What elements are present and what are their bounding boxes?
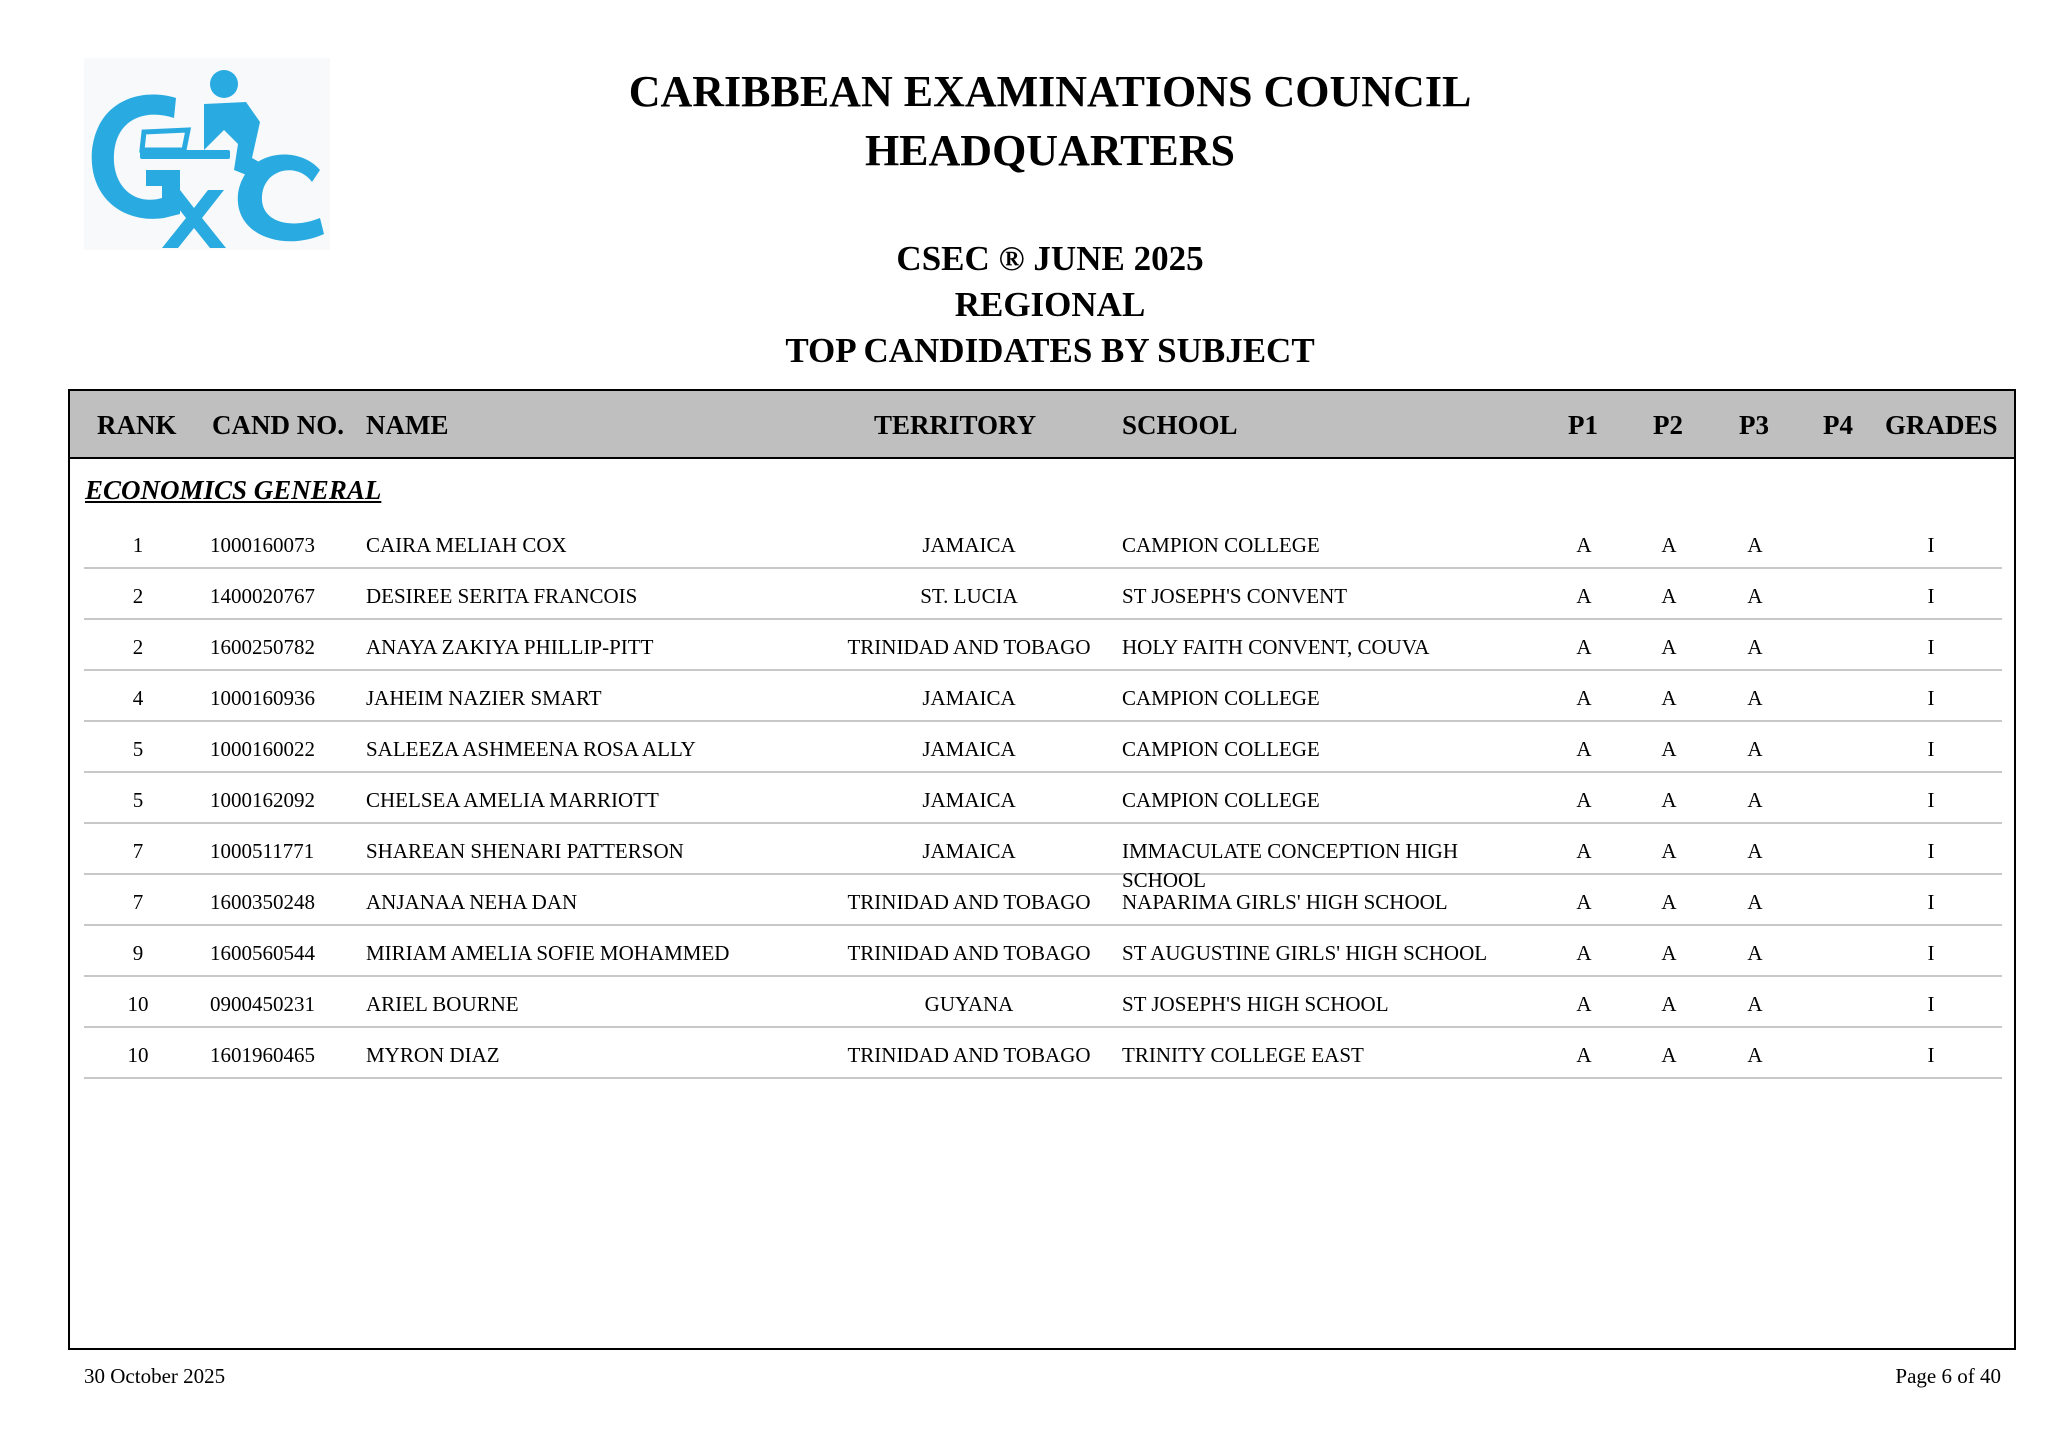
cell-p2: A <box>1661 788 1677 812</box>
cell-school: ST JOSEPH'S CONVENT <box>1122 584 1348 608</box>
cell-name: ARIEL BOURNE <box>366 992 519 1016</box>
cell-territory: JAMAICA <box>922 533 1016 557</box>
cell-name: ANAYA ZAKIYA PHILLIP-PITT <box>366 635 654 659</box>
cell-grade: I <box>1927 533 1935 557</box>
table-header <box>70 391 2014 459</box>
table-body <box>84 518 2002 1079</box>
cell-cand-no: 1000511771 <box>210 839 315 863</box>
col-cand-no: CAND NO. <box>212 410 344 440</box>
cell-grade: I <box>1927 584 1935 608</box>
cell-name: DESIREE SERITA FRANCOIS <box>366 584 638 608</box>
results-table <box>68 389 2016 1350</box>
footer-date: 30 October 2025 <box>84 1364 226 1388</box>
cell-p3: A <box>1747 992 1763 1016</box>
report-title: TOP CANDIDATES BY SUBJECT <box>785 331 1315 370</box>
cell-cand-no: 1600350248 <box>210 890 315 914</box>
cell-p1: A <box>1576 737 1592 761</box>
cell-p2: A <box>1661 839 1677 863</box>
cell-cand-no: 1000162092 <box>210 788 315 812</box>
cell-name: SHAREAN SHENARI PATTERSON <box>366 839 684 863</box>
cell-p3: A <box>1747 737 1763 761</box>
cell-school: NAPARIMA GIRLS' HIGH SCHOOL <box>1122 890 1448 914</box>
cell-p2: A <box>1661 686 1677 710</box>
cell-p3: A <box>1747 533 1763 557</box>
org-title <box>26 62 2048 180</box>
cell-territory: JAMAICA <box>922 788 1016 812</box>
cell-territory: JAMAICA <box>922 839 1016 863</box>
org-line-2: HEADQUARTERS <box>864 126 1236 175</box>
table-row <box>84 722 2002 773</box>
scope-title: REGIONAL <box>954 285 1146 324</box>
cell-p1: A <box>1576 941 1592 965</box>
cell-name: JAHEIM NAZIER SMART <box>366 686 602 710</box>
table-row <box>84 773 2002 824</box>
cell-grade: I <box>1927 890 1935 914</box>
col-p2: P2 <box>1653 410 1683 440</box>
cell-p1: A <box>1576 686 1592 710</box>
cell-grade: I <box>1927 737 1935 761</box>
cell-territory: GUYANA <box>924 992 1014 1016</box>
cell-rank: 7 <box>132 890 144 914</box>
cell-school: ST JOSEPH'S HIGH SCHOOL <box>1122 992 1389 1016</box>
cell-school: CAMPION COLLEGE <box>1122 788 1320 812</box>
cell-territory: JAMAICA <box>922 737 1016 761</box>
cell-p2: A <box>1661 941 1677 965</box>
cell-name: SALEEZA ASHMEENA ROSA ALLY <box>366 737 696 761</box>
cell-school: IMMACULATE CONCEPTION HIGH SCHOOL <box>1122 839 1458 892</box>
cell-school: CAMPION COLLEGE <box>1122 533 1320 557</box>
cell-p1: A <box>1576 584 1592 608</box>
cell-cand-no: 1601960465 <box>210 1043 315 1067</box>
subject-heading: ECONOMICS GENERAL <box>85 475 382 505</box>
cell-p3: A <box>1747 941 1763 965</box>
cell-cand-no: 1000160073 <box>210 533 315 557</box>
table-row <box>84 569 2002 620</box>
table-row <box>84 1028 2002 1079</box>
cell-territory: TRINIDAD AND TOBAGO <box>847 1043 1091 1067</box>
cell-rank: 2 <box>132 584 144 608</box>
cell-school: HOLY FAITH CONVENT, COUVA <box>1122 635 1430 659</box>
cell-territory: TRINIDAD AND TOBAGO <box>847 941 1091 965</box>
cell-grade: I <box>1927 635 1935 659</box>
col-p4: P4 <box>1823 410 1853 440</box>
cell-p1: A <box>1576 1043 1592 1067</box>
cell-p3: A <box>1747 635 1763 659</box>
cell-rank: 7 <box>132 839 144 863</box>
cell-p2: A <box>1661 992 1677 1016</box>
cell-name: MYRON DIAZ <box>366 1043 500 1067</box>
cell-cand-no: 1600560544 <box>210 941 315 965</box>
cell-cand-no: 1600250782 <box>210 635 315 659</box>
cell-rank: 2 <box>132 635 144 659</box>
cell-grade: I <box>1927 839 1935 863</box>
col-p1: P1 <box>1568 410 1598 440</box>
cell-p1: A <box>1576 635 1592 659</box>
col-p3: P3 <box>1739 410 1769 440</box>
cell-school: ST AUGUSTINE GIRLS' HIGH SCHOOL <box>1122 941 1488 965</box>
cell-cand-no: 1000160936 <box>210 686 315 710</box>
cell-rank: 10 <box>127 1043 149 1067</box>
cell-p1: A <box>1576 839 1592 863</box>
report-heading <box>26 236 2048 374</box>
col-territory: TERRITORY <box>874 410 1037 440</box>
cell-school: CAMPION COLLEGE <box>1122 737 1320 761</box>
cell-territory: ST. LUCIA <box>920 584 1018 608</box>
cell-p3: A <box>1747 584 1763 608</box>
cell-p2: A <box>1661 635 1677 659</box>
footer-page: Page 6 of 40 <box>1895 1364 2001 1388</box>
col-school: SCHOOL <box>1122 410 1238 440</box>
cell-p2: A <box>1661 737 1677 761</box>
cell-school: TRINITY COLLEGE EAST <box>1122 1043 1364 1067</box>
table-row <box>84 926 2002 977</box>
cell-p3: A <box>1747 890 1763 914</box>
cell-rank: 5 <box>132 788 144 812</box>
cell-cand-no: 0900450231 <box>210 992 315 1016</box>
col-name: NAME <box>366 410 449 440</box>
table-row <box>84 824 2002 892</box>
table-row <box>84 620 2002 671</box>
cell-p1: A <box>1576 992 1592 1016</box>
cell-p2: A <box>1661 584 1677 608</box>
org-line-1: CARIBBEAN EXAMINATIONS COUNCIL <box>628 67 1472 116</box>
cell-grade: I <box>1927 686 1935 710</box>
cell-grade: I <box>1927 1043 1935 1067</box>
cell-name: ANJANAA NEHA DAN <box>366 890 578 914</box>
cell-rank: 9 <box>132 941 144 965</box>
cell-name: CHELSEA AMELIA MARRIOTT <box>366 788 659 812</box>
cell-p1: A <box>1576 890 1592 914</box>
cell-rank: 5 <box>132 737 144 761</box>
cell-rank: 10 <box>127 992 149 1016</box>
cell-p3: A <box>1747 788 1763 812</box>
cell-name: MIRIAM AMELIA SOFIE MOHAMMED <box>366 941 730 965</box>
cell-grade: I <box>1927 788 1935 812</box>
cell-territory: JAMAICA <box>922 686 1016 710</box>
cell-p3: A <box>1747 686 1763 710</box>
cell-p1: A <box>1576 533 1592 557</box>
cell-name: CAIRA MELIAH COX <box>366 533 567 557</box>
cell-p1: A <box>1576 788 1592 812</box>
cell-p3: A <box>1747 839 1763 863</box>
exam-title: CSEC ® JUNE 2025 <box>896 239 1204 278</box>
cell-p2: A <box>1661 1043 1677 1067</box>
table-row <box>84 977 2002 1028</box>
cell-territory: TRINIDAD AND TOBAGO <box>847 890 1091 914</box>
cell-p2: A <box>1661 890 1677 914</box>
cell-grade: I <box>1927 992 1935 1016</box>
cell-cand-no: 1400020767 <box>210 584 315 608</box>
table-row <box>84 518 2002 569</box>
col-rank: RANK <box>97 410 177 440</box>
cell-rank: 1 <box>132 533 144 557</box>
col-grades: GRADES <box>1885 410 1998 440</box>
cell-grade: I <box>1927 941 1935 965</box>
cell-cand-no: 1000160022 <box>210 737 315 761</box>
table-row <box>84 875 2002 926</box>
cell-rank: 4 <box>132 686 144 710</box>
table-row <box>84 671 2002 722</box>
cell-school: CAMPION COLLEGE <box>1122 686 1320 710</box>
cell-territory: TRINIDAD AND TOBAGO <box>847 635 1091 659</box>
cell-p2: A <box>1661 533 1677 557</box>
cell-p3: A <box>1747 1043 1763 1067</box>
